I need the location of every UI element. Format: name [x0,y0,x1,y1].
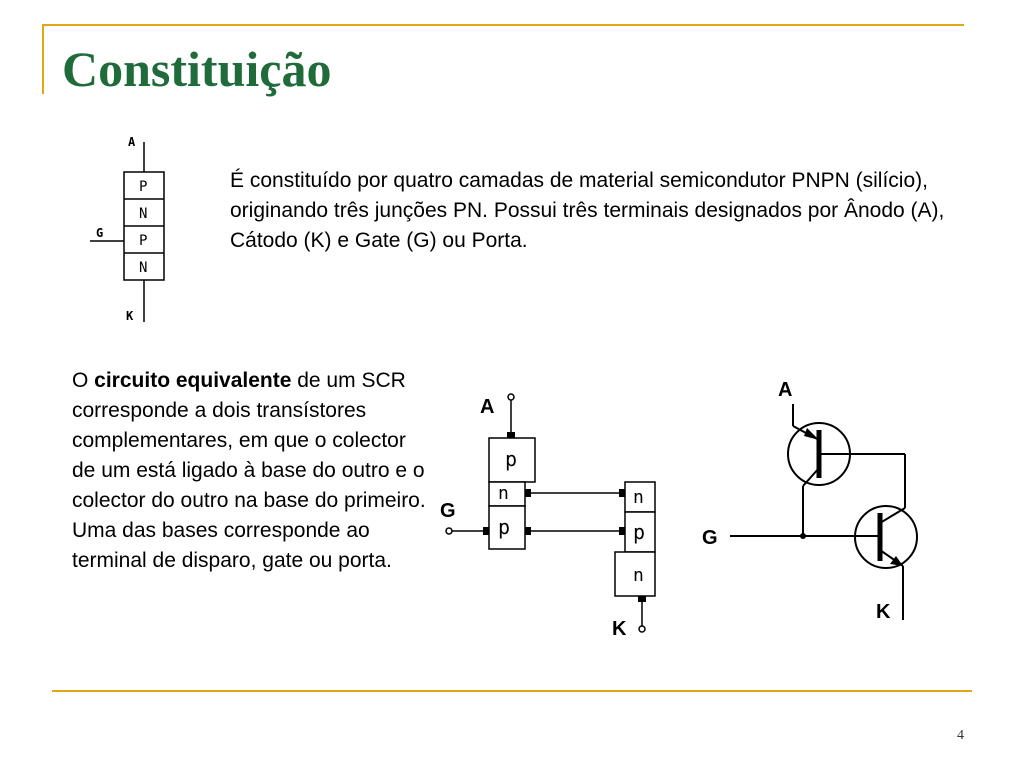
layer-label: p [633,520,646,544]
split-layer-diagram [436,386,676,646]
layer-diagram-gate-label: G [96,226,104,240]
layer-label: n [498,483,509,504]
layer-label: n [633,487,644,508]
equivalent-circuit-paragraph [72,366,432,576]
layer-diagram-anode-label: A [128,135,136,149]
split-diagram-gate-label: G [440,500,456,522]
layer-label: p [505,447,518,471]
layer-diagram-cathode-label: K [126,309,134,323]
paragraph-lead: O [72,369,95,392]
transistor-diagram-gate-label: G [702,527,718,549]
layer-label: N [139,206,148,222]
intro-paragraph: É constituído por quatro camadas de material semicondutor PNPN (silício), originando três junções PN. Possui três terminais designados por Ânodo (A), Cátodo (K) e Gate (G) ou Porta. [230,169,945,252]
layer-label: P [139,179,148,195]
frame-left-rule [42,24,44,94]
transistor-diagram-anode-label: A [778,379,793,401]
pnpn-layer-diagram [80,128,180,328]
page-number: 4 [957,728,964,743]
paragraph-rest: de um SCR corresponde a dois transístores complementares, em que o colector de um está ligado à base do outro e o colector do outro na base do primeiro. Uma das bases corresponde ao terminal de disparo, gate ou porta. [72,369,426,572]
paragraph-emphasis: circuito equivalente [94,369,292,392]
transistor-diagram-cathode-label: K [876,601,891,623]
frame-top-rule [42,24,964,26]
split-diagram-anode-label: A [480,396,495,418]
slide-title: Constituição [62,41,332,97]
layer-label: n [633,565,644,586]
split-diagram-cathode-label: K [612,618,627,640]
layer-label: P [139,233,148,249]
layer-label: N [139,260,148,276]
transistor-equivalent-diagram [696,370,936,630]
layer-label: p [498,515,511,539]
footer-rule [52,690,972,692]
